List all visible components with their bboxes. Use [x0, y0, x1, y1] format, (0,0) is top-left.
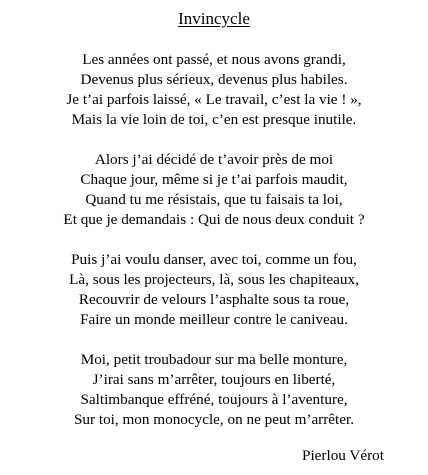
poem-line: Faire un monde meilleur contre le caniveau.: [80, 311, 348, 328]
poem-line: Les années ont passé, et nous avons grandi,: [82, 51, 346, 68]
poem-line: Recouvrir de velours l’asphalte sous ta roue,: [78, 291, 350, 308]
poem-line: Alors j’ai décidé de t’avoir près de moi: [94, 151, 334, 168]
poem-line: Devenus plus sérieux, devenus plus habiles.: [80, 71, 348, 88]
poem-author: Pierlou Vérot: [302, 447, 384, 464]
poem-body: [0, 50, 428, 430]
poem-line: Chaque jour, même si je t’ai parfois maudit,: [80, 171, 348, 188]
poem-title: Invincycle: [178, 9, 250, 28]
stanza-1: [0, 50, 428, 130]
poem-line: Mais la vie loin de toi, c’en est presque inutile.: [71, 111, 357, 128]
stanza-2: [0, 150, 428, 230]
poem-line: J’irai sans m’arrêter, toujours en liberté,: [92, 371, 336, 388]
poem-line: Puis j’ai voulu danser, avec toi, comme un fou,: [71, 251, 357, 268]
poem-line: Saltimbanque effréné, toujours à l’aventure,: [80, 391, 348, 408]
poem-line: Je t’ai parfois laissé, « Le travail, c’est la vie ! »,: [66, 91, 362, 108]
poem-line: Là, sous les projecteurs, là, sous les chapiteaux,: [69, 271, 359, 288]
poem-line: Sur toi, mon monocycle, on ne peut m’arrêter.: [73, 411, 355, 428]
stanza-4: [0, 350, 428, 430]
poem-line: Et que je demandais : Qui de nous deux conduit ?: [63, 211, 365, 228]
poem-line: Quand tu me résistais, que tu faisais ta loi,: [85, 191, 343, 208]
poem-line: Moi, petit troubadour sur ma belle monture,: [80, 351, 348, 368]
stanza-3: [0, 250, 428, 330]
